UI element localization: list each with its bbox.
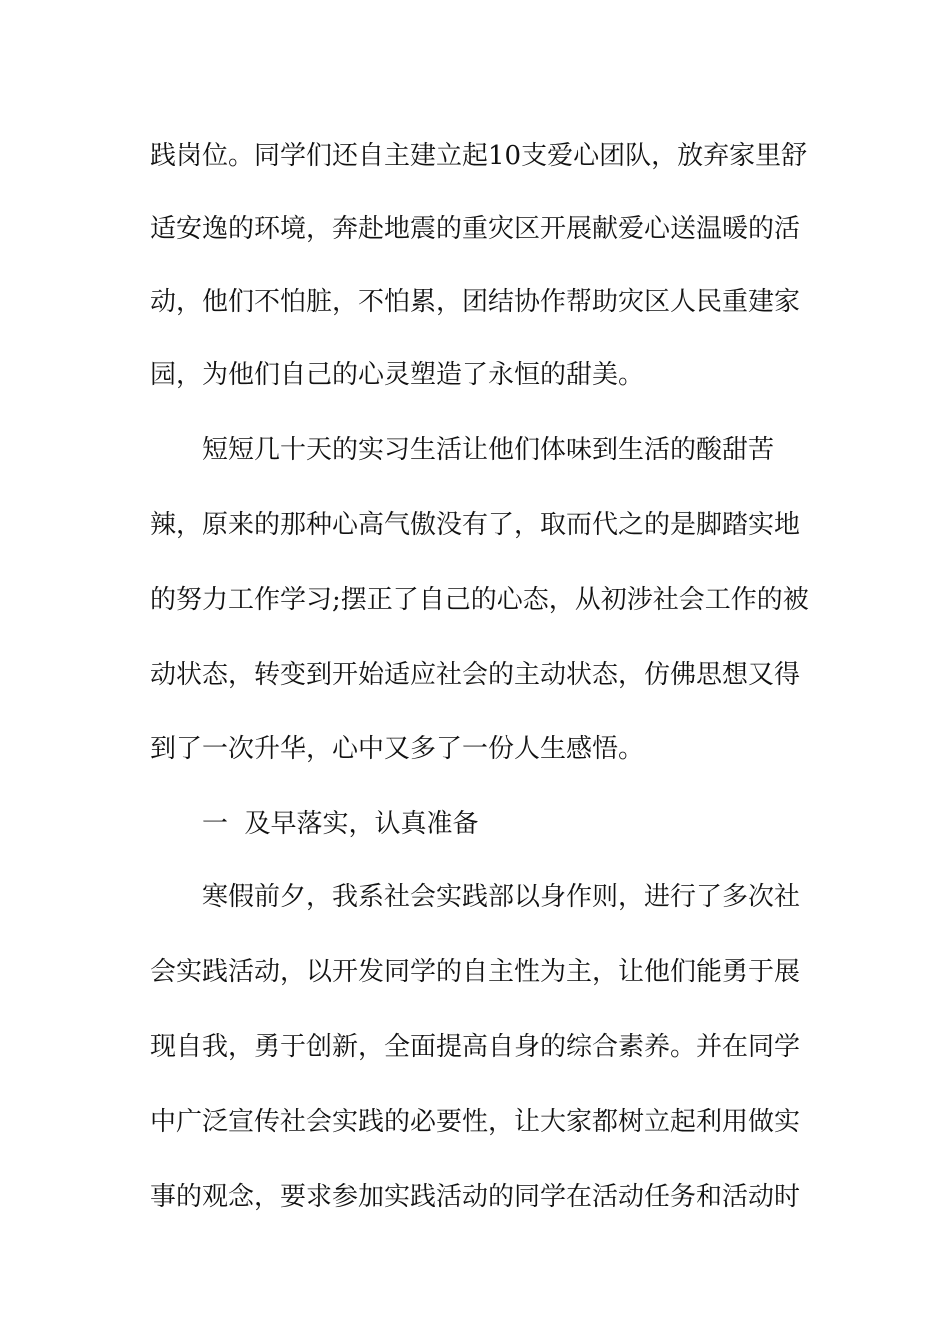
paragraph-line: 的努力工作学习;摆正了自己的心态，从初涉社会工作的被 xyxy=(150,585,809,615)
paragraph-line: 适安逸的环境，奔赴地震的重灾区开展献爱心送温暖的活 xyxy=(150,214,801,244)
paragraph-line: 到了一次升华，心中又多了一份人生感悟。 xyxy=(150,734,645,764)
paragraph-line: 寒假前夕，我系社会实践部以身作则，进行了多次社 xyxy=(202,882,801,912)
paragraph-line: 事的观念，要求参加实践活动的同学在活动任务和活动时 xyxy=(150,1182,801,1212)
paragraph-line: 短短几十天的实习生活让他们体味到生活的酸甜苦 xyxy=(202,435,775,465)
paragraph-line: 动状态，转变到开始适应社会的主动状态，仿佛思想又得 xyxy=(150,660,801,690)
paragraph-line: 中广泛宣传社会实践的必要性，让大家都树立起利用做实 xyxy=(150,1107,801,1137)
paragraph-line: 践岗位。同学们还自主建立起10支爱心团队，放弃家里舒 xyxy=(150,141,808,171)
section-heading: 一 及早落实，认真准备 xyxy=(202,809,479,839)
paragraph-line: 园，为他们自己的心灵塑造了永恒的甜美。 xyxy=(150,360,645,390)
paragraph-line: 现自我，勇于创新，全面提高自身的综合素养。并在同学 xyxy=(150,1032,801,1062)
paragraph-line: 辣，原来的那种心高气傲没有了，取而代之的是脚踏实地 xyxy=(150,510,801,540)
paragraph-line: 动，他们不怕脏，不怕累，团结协作帮助灾区人民重建家 xyxy=(150,287,801,317)
paragraph-line: 会实践活动，以开发同学的自主性为主，让他们能勇于展 xyxy=(150,957,801,987)
